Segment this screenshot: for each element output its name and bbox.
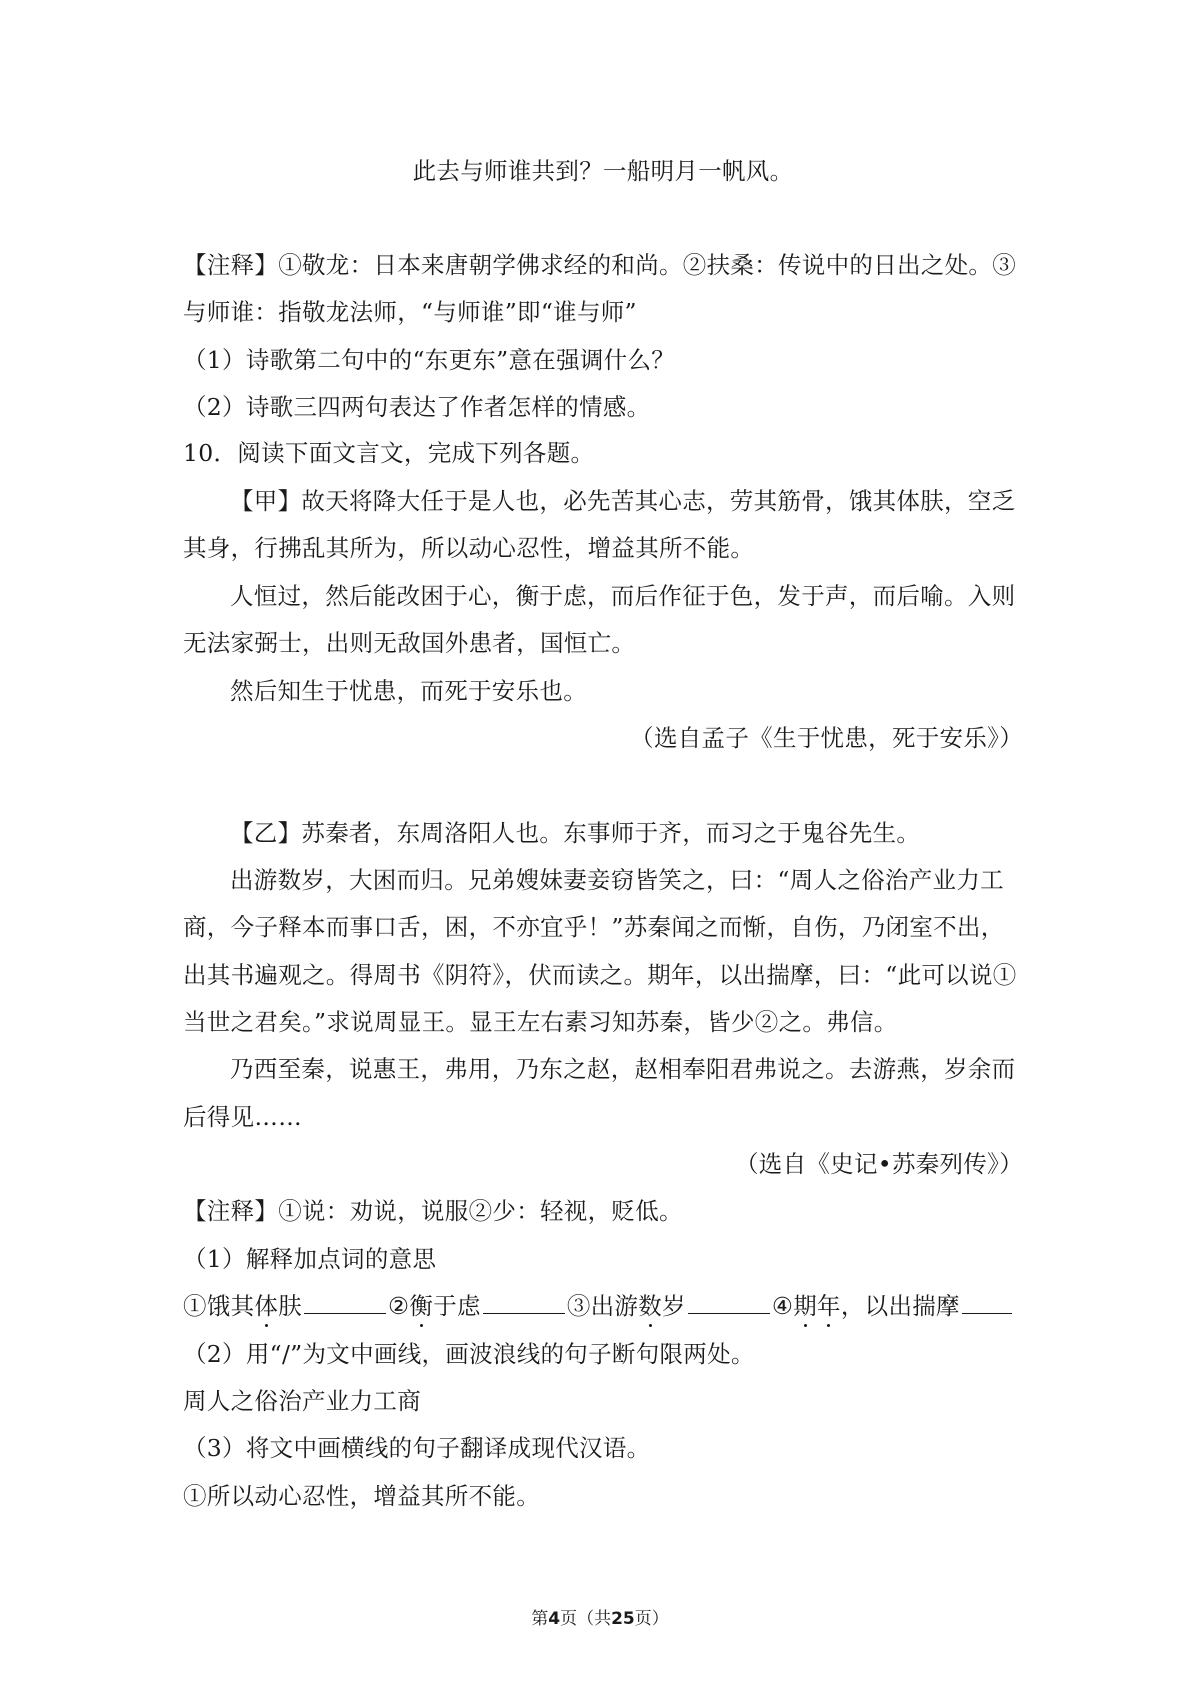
jia-para2-line2: 无法家弼士，出则无敌国外患者，国恒亡。 [183, 629, 636, 657]
item-4-prefix: ④ [771, 1292, 794, 1320]
answer-blank-2[interactable] [483, 1291, 565, 1314]
sub-question-2-title: （2）用“/”为文中画线，画波浪线的句子断句限两处。 [183, 1340, 755, 1368]
question-10-title: 10．阅读下面文言文，完成下列各题。 [183, 439, 595, 467]
dotted-word-1: 体 [254, 1292, 279, 1320]
dotted-word-4a: 期 [793, 1292, 818, 1320]
yi-para2-line3: 出其书遍观之。得周书《阴符》，伏而读之。期年，以出揣摩，曰：“此可以说① [183, 961, 1017, 989]
item-2-suffix: 于虑 [433, 1292, 481, 1320]
dotted-word-3: 数 [638, 1292, 663, 1320]
yi-para1: 【乙】苏秦者，东周洛阳人也。东事师于齐，而习之于鬼谷先生。 [230, 819, 921, 847]
sub-question-3-item-1: ①所以动心忍性，增益其所不能。 [183, 1482, 540, 1510]
jia-para2-line1: 人恒过，然后能改困于心，衡于虑，而后作征于色，发于声，而后喻。入则 [230, 582, 1016, 610]
dotted-word-4b: 年 [817, 1292, 841, 1320]
sub-question-3-title: （3）将文中画横线的句子翻译成现代汉语。 [183, 1434, 651, 1462]
poem-note-line-2: 与师谁：指敬龙法师，“与师谁”即“谁与师” [183, 298, 637, 326]
dotted-word-2: 衡 [409, 1292, 434, 1320]
footer-middle: 页（共 [560, 1609, 612, 1629]
footer-suffix: 页） [634, 1609, 669, 1629]
jia-para1-line1: 【甲】故天将降大任于是人也，必先苦其心志，劳其筋骨，饿其体肤，空乏 [230, 487, 1016, 515]
jia-source: （选自孟子《生于忧患，死于安乐》） [630, 724, 1023, 752]
answer-blank-4[interactable] [962, 1291, 1012, 1314]
sub-question-1-title: （1）解释加点词的意思 [183, 1245, 437, 1273]
sub-question-1-items [183, 1290, 1023, 1322]
yi-para2-line4: 当世之君矣。”求说周显王。显王左右素习知苏秦，皆少②之。弗信。 [183, 1008, 898, 1036]
answer-blank-3[interactable] [688, 1291, 770, 1314]
poem-last-line: 此去与师谁共到？一船明月一帆风。 [412, 157, 794, 185]
question-9-2: （2）诗歌三四两句表达了作者怎样的情感。 [183, 393, 651, 421]
yi-para2-line1: 出游数岁，大困而归。兄弟嫂妹妻妾窃皆笑之，曰：“周人之俗治产业力工 [230, 866, 1004, 894]
yi-para3-line1: 乃西至秦，说惠王，弗用，乃东之赵，赵相奉阳君弗说之。去游燕，岁余而 [230, 1055, 1016, 1083]
item-1-suffix: 肤 [278, 1292, 303, 1320]
poem-note-line-1: 【注释】①敬龙：日本来唐朝学佛求经的和尚。②扶桑：传说中的日出之处。③ [183, 251, 1016, 279]
page-number: 4 [548, 1609, 561, 1629]
item-2-prefix: ② [388, 1292, 410, 1320]
question-9-1: （1）诗歌第二句中的“东更东”意在强调什么？ [183, 346, 676, 374]
item-4-suffix: ，以出揣摩 [840, 1292, 960, 1320]
jia-para1-line2: 其身，行拂乱其所为，所以动心忍性，增益其所不能。 [183, 534, 755, 562]
yi-note: 【注释】①说：劝说，说服②少：轻视，贬低。 [183, 1197, 683, 1225]
yi-source: （选自《史记•苏秦列传》） [734, 1150, 1023, 1178]
total-pages: 25 [611, 1609, 635, 1629]
jia-para3: 然后知生于忧患，而死于安乐也。 [230, 677, 587, 705]
page-footer [0, 1607, 1200, 1631]
yi-para3-line2: 后得见…… [183, 1103, 302, 1131]
item-3-prefix: ③出游 [566, 1292, 639, 1320]
item-3-suffix: 岁 [662, 1292, 686, 1320]
item-1-prefix: ①饿其 [183, 1292, 255, 1320]
sub-question-2-sentence: 周人之俗治产业力工商 [183, 1387, 421, 1415]
yi-para2-line2: 商，今子释本而事口舌，困，不亦宜乎！”苏秦闻之而惭，自伤，乃闭室不出， [183, 913, 1005, 941]
footer-prefix: 第 [531, 1609, 549, 1629]
answer-blank-1[interactable] [304, 1291, 386, 1314]
